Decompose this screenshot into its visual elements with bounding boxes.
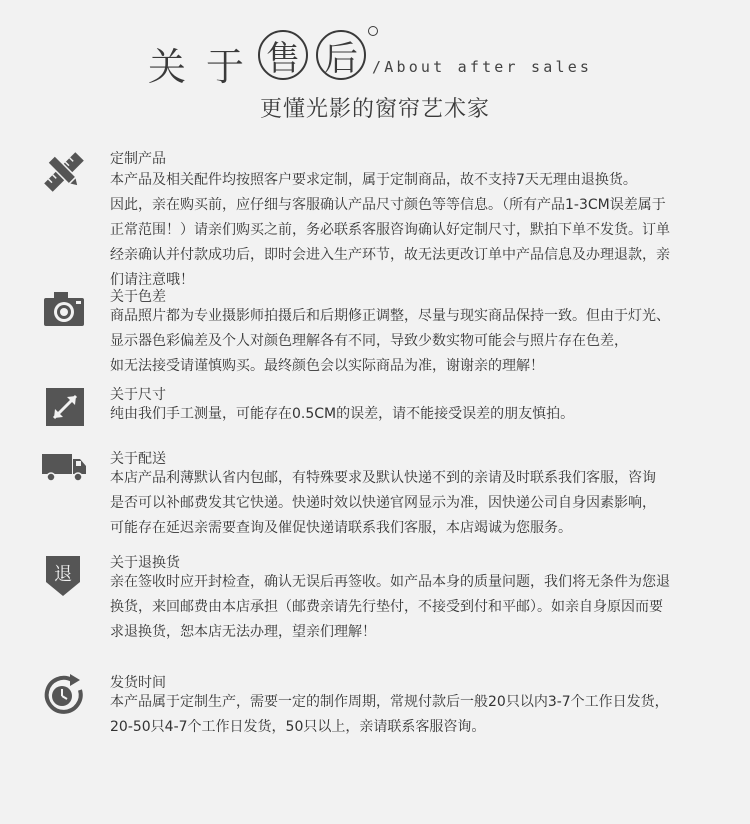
body-line: 们请注意哦！ — [110, 272, 194, 288]
body-line: 亲在签收时应开封检查，确认无误后再签收。如产品本身的质量问题，我们将无条件为您退 — [110, 574, 670, 590]
title-char-2: 于 — [206, 45, 245, 89]
section-title: 关于退换货 — [110, 555, 180, 571]
section-body — [110, 168, 710, 293]
section-size — [40, 384, 720, 434]
section-color-difference — [40, 286, 720, 374]
section-custom-product — [40, 148, 720, 288]
body-line: 换货，来回邮费由本店承担（邮费亲请先行垫付，不接受到付和平邮）。如亲自身原因而要 — [110, 599, 663, 615]
page-subtitle: 更懂光影的窗帘艺术家 — [259, 97, 490, 122]
body-line: 因此，亲在购买前，应仔细与客服确认产品尺寸颜色等等信息。（所有产品1-3CM误差属于 — [110, 197, 666, 213]
section-body — [110, 402, 710, 427]
title-char-4-circled: 后 — [316, 30, 366, 80]
section-delivery — [40, 448, 720, 536]
body-line: 正常范围！）请亲们购买之前，务必联系客服咨询确认好定制尺寸，默拍下单不发货。订单 — [110, 222, 670, 238]
truck-icon — [40, 448, 88, 496]
header — [0, 0, 750, 140]
section-title: 关于尺寸 — [110, 387, 166, 403]
section-title: 定制产品 — [110, 151, 166, 167]
body-line: 本店产品利薄默认省内包邮，有特殊要求及默认快递不到的亲请及时联系我们客服，咨询 — [110, 470, 656, 486]
section-title: 关于配送 — [110, 451, 166, 467]
section-body — [110, 304, 710, 379]
title-english: /About after sales — [372, 58, 593, 76]
clock-refresh-icon — [40, 672, 88, 720]
resize-arrow-icon — [40, 384, 88, 432]
section-title: 关于色差 — [110, 289, 166, 305]
body-line: 经亲确认并付款成功后，即时会进入生产环节，故无法更改订单中产品信息及办理退款，亲 — [110, 247, 670, 263]
body-line: 20-50只4-7个工作日发货，50只以上，亲请联系客服咨询。 — [110, 719, 486, 735]
section-body — [110, 690, 710, 740]
section-shipping-time — [40, 672, 720, 752]
body-line: 是否可以补邮费发其它快递。快递时效以快递官网显示为准，因快递公司自身因素影响， — [110, 495, 656, 511]
body-line: 可能存在延迟亲需要查询及催促快递请联系我们客服，本店竭诚为您服务。 — [110, 520, 572, 536]
title-char-1: 关 — [148, 45, 187, 89]
title-char-3-circled: 售 — [258, 30, 308, 80]
body-line: 求退换货，恕本店无法办理，望亲们理解！ — [110, 624, 376, 640]
body-line: 显示器色彩偏差及个人对颜色理解各有不同，导致少数实物可能会与照片存在色差， — [110, 333, 628, 349]
body-line: 纯由我们手工测量，可能存在0.5CM的误差，请不能接受误差的朋友慎拍。 — [110, 406, 575, 422]
body-line: 商品照片都为专业摄影师拍摄后和后期修正调整，尽量与现实商品保持一致。但由于灯光、 — [110, 308, 670, 324]
section-title: 发货时间 — [110, 675, 166, 691]
section-body — [110, 466, 710, 541]
return-shield-char: 退 — [54, 564, 72, 585]
title-dot — [368, 26, 378, 36]
return-shield-icon — [40, 552, 88, 600]
body-line: 如无法接受请谨慎购买。最终颜色会以实际商品为准，谢谢亲的理解！ — [110, 358, 544, 374]
section-body — [110, 570, 710, 645]
body-line: 本产品属于定制生产，需要一定的制作周期，常规付款后一般20只以内3-7个工作日发货， — [110, 694, 669, 710]
pencil-ruler-icon — [40, 148, 88, 196]
body-line: 本产品及相关配件均按照客户要求定制，属于定制商品，故不支持7天无理由退换货。 — [110, 172, 637, 188]
section-returns — [40, 552, 720, 642]
camera-icon — [40, 286, 88, 334]
